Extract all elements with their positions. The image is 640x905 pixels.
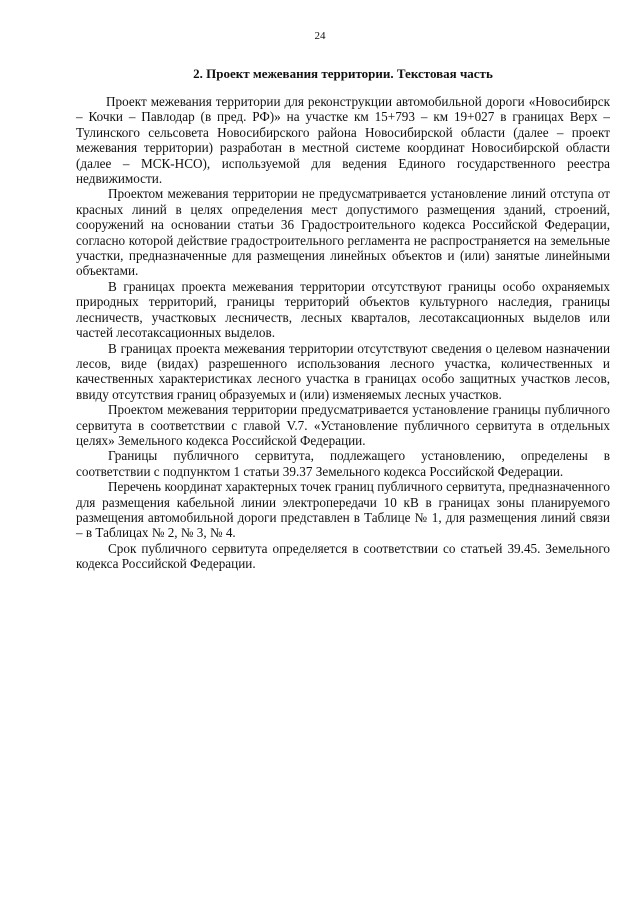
section-heading: 2. Проект межевания территории. Текстовая часть bbox=[193, 66, 493, 81]
paragraph: В границах проекта межевания территории отсутствуют границы особо охраняемых природных территорий, границы территорий объектов культурного наследия, границы лесничеств, участковых лесничеств, лесных кварталов, лесотаксационных выделов или частей лесотаксационных выделов. bbox=[76, 278, 610, 341]
page-number: 24 bbox=[314, 30, 326, 42]
paragraph: Проектом межевания территории предусматривается установление границы публичного сервитута в соответствии с главой V.7. «Установление публичного сервитута в отдельных целях» Земельного кодекса Российской Федерации. bbox=[76, 402, 610, 448]
paragraph: Проект межевания территории для реконструкции автомобильной дороги «Новосибирск – Кочки – Павлодар (в пред. РФ)» на участке км 15+793 – км 19+027 в границах Верх – Тулинского сельсовета Новосибирского района Новосибирской области (далее – проект межевания территории) разработан в местной системе координат Новосибирской области (далее – МСК-НСО), используемой для ведения Единого государственного реестра недвижимости. bbox=[76, 94, 610, 187]
paragraph: Перечень координат характерных точек границ публичного сервитута, предназначенного для размещения кабельной линии электропередачи 10 кВ в границах зоны планируемого размещения автомобильной дороги представлен в Таблице № 1, для размещения линий связи – в Таблицах № 2, № 3, № 4. bbox=[76, 479, 610, 541]
paragraph: В границах проекта межевания территории отсутствуют сведения о целевом назначении лесов, виде (видах) разрешенного использования лесного участка, количественных и качественных характеристиках лесного участка в границах особо защитных участков лесов, ввиду отсутствия границ образуемых и (или) изменяемых лесных участков. bbox=[76, 340, 610, 402]
paragraph: Проектом межевания территории не предусматривается установление линий отступа от красных линий в целях определения мест допустимого размещения зданий, строений, сооружений на основании статьи 36 Градостроительного кодекса Российской Федерации, согласно которой действие градостроительного регламента не распространяется на земельные участки, предназначенные для размещения линейных объектов и (или) занятые линейными объектами. bbox=[76, 186, 610, 279]
paragraph: Границы публичного сервитута, подлежащего установлению, определены в соответствии с подпунктом 1 статьи 39.37 Земельного кодекса Российской Федерации. bbox=[76, 448, 610, 479]
paragraph: Срок публичного сервитута определяется в соответствии со статьей 39.45. Земельного кодекса Российской Федерации. bbox=[76, 540, 610, 572]
document-body bbox=[76, 94, 610, 572]
